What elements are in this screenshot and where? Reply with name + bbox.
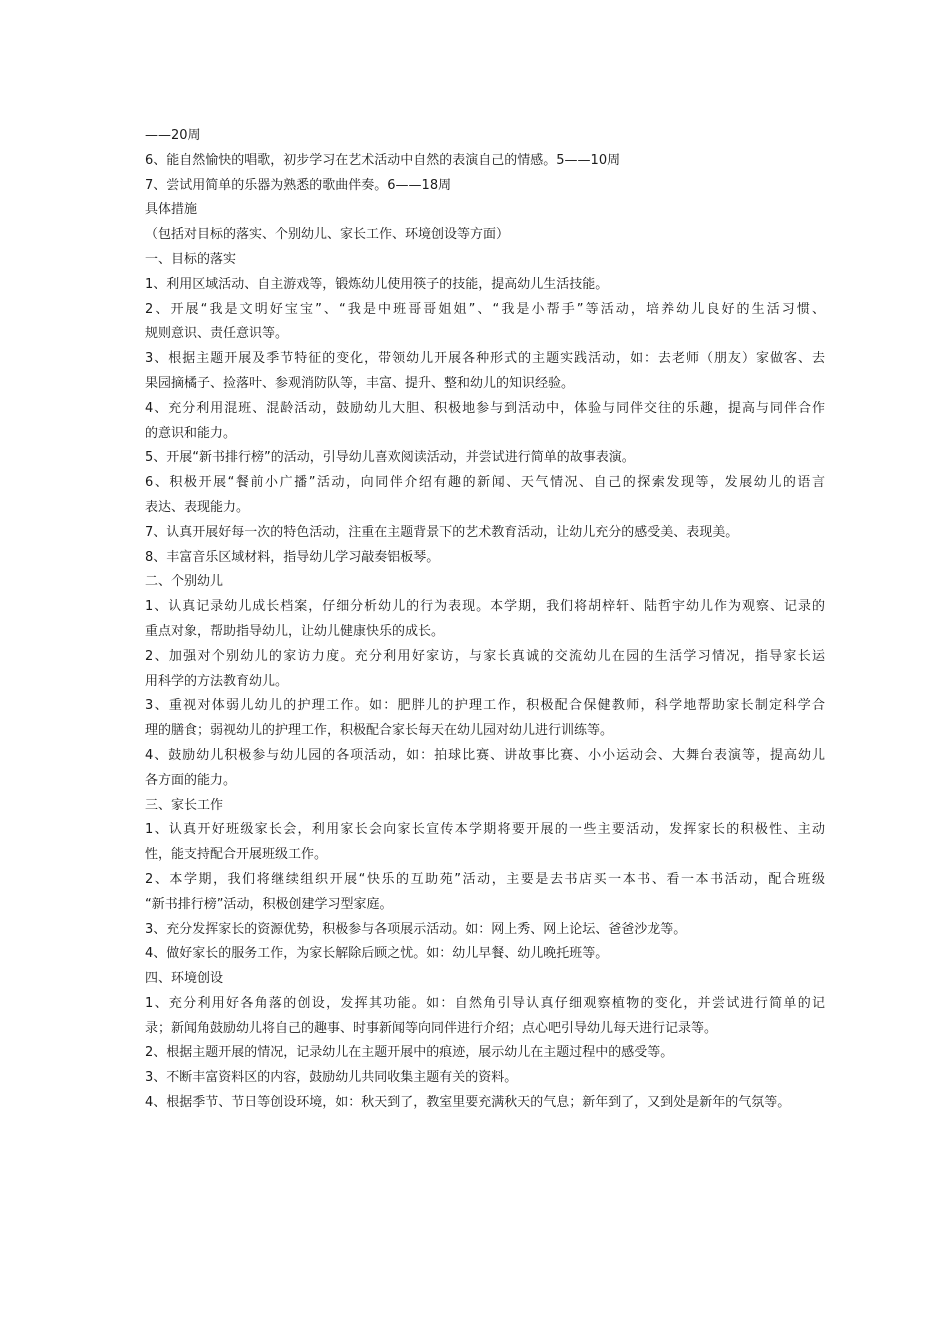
text-line: 性，能支持配合开展班级工作。 <box>145 847 328 863</box>
text-line: 1、充分利用好各角落的创设，发挥其功能。如：自然角引导认真仔细观察植物的变化，并尝试进行简单的记 <box>145 995 825 1011</box>
text-line: （包括对目标的落实、个别幼儿、家长工作、环境创设等方面） <box>145 227 510 243</box>
text-line: 表达、表现能力。 <box>145 499 250 515</box>
text-line: “新书排行榜”活动，积极创建学习型家庭。 <box>145 896 393 912</box>
text-line: 理的膳食；弱视幼儿的护理工作，积极配合家长每天在幼儿园对幼儿进行训练等。 <box>145 723 614 739</box>
text-line: 1、认真开好班级家长会，利用家长会向家长宣传本学期将要开展的一些主要活动，发挥家长的积极性、主动 <box>145 822 825 838</box>
text-line: 1、认真记录幼儿成长档案，仔细分析幼儿的行为表现。本学期，我们将胡梓轩、陆哲宇幼儿作为观察、记录的 <box>145 599 825 615</box>
text-line: 2、开展“我是文明好宝宝”、“我是中班哥哥姐姐”、“我是小帮手”等活动，培养幼儿良好的生活习惯、 <box>145 301 825 317</box>
text-line: 3、重视对体弱儿幼儿的护理工作。如：肥胖儿的护理工作，积极配合保健教师，科学地帮助家长制定科学合 <box>145 698 825 714</box>
section-heading: 一、目标的落实 <box>145 251 237 267</box>
text-line: 各方面的能力。 <box>145 772 237 788</box>
text-line: 3、充分发挥家长的资源优势，积极参与各项展示活动。如：网上秀、网上论坛、爸爸沙龙等。 <box>145 921 687 937</box>
text-line: 3、不断丰富资料区的内容，鼓励幼儿共同收集主题有关的资料。 <box>145 1070 518 1086</box>
text-line: 4、做好家长的服务工作，为家长解除后顾之忧。如：幼儿早餐、幼儿晚托班等。 <box>145 946 609 962</box>
text-line: ——20周 <box>145 128 201 143</box>
text-line: 6、能自然愉快的唱歌，初步学习在艺术活动中自然的表演自己的情感。5——10周 <box>145 152 621 168</box>
document-body <box>145 124 825 1116</box>
text-line: 8、丰富音乐区域材料，指导幼儿学习敲奏铝板琴。 <box>145 549 440 565</box>
section-heading: 四、环境创设 <box>145 971 224 987</box>
section-heading: 三、家长工作 <box>145 797 224 813</box>
text-line: 1、利用区域活动、自主游戏等，锻炼幼儿使用筷子的技能，提高幼儿生活技能。 <box>145 276 609 292</box>
text-line: 4、充分利用混班、混龄活动，鼓励幼儿大胆、积极地参与到活动中，体验与同伴交往的乐趣，提高与同伴合作 <box>145 400 825 416</box>
text-line: 规则意识、责任意识等。 <box>145 326 289 342</box>
text-line: 录；新闻角鼓励幼儿将自己的趣事、时事新闻等向同伴进行介绍；点心吧引导幼儿每天进行记录等。 <box>145 1020 718 1036</box>
section-heading: 具体措施 <box>145 202 198 218</box>
text-line: 7、认真开展好每一次的特色活动，注重在主题背景下的艺术教育活动，让幼儿充分的感受美、表现美。 <box>145 524 739 540</box>
text-line: 用科学的方法教育幼儿。 <box>145 673 289 689</box>
text-line: 2、加强对个别幼儿的家访力度。充分利用好家访，与家长真诚的交流幼儿在园的生活学习情况，指导家长运 <box>145 648 825 664</box>
text-line: 2、根据主题开展的情况，记录幼儿在主题开展中的痕迹，展示幼儿在主题过程中的感受等。 <box>145 1045 674 1061</box>
text-line: 果园摘橘子、捡落叶、参观消防队等，丰富、提升、整和幼儿的知识经验。 <box>145 375 575 391</box>
text-line: 4、鼓励幼儿积极参与幼儿园的各项活动，如：拍球比赛、讲故事比赛、小小运动会、大舞台表演等，提高幼儿 <box>145 747 825 763</box>
section-heading: 二、个别幼儿 <box>145 574 224 590</box>
text-line: 4、根据季节、节日等创设环境，如：秋天到了，教室里要充满秋天的气息；新年到了，又到处是新年的气氛等。 <box>145 1095 791 1111</box>
text-line: 5、开展“新书排行榜”的活动，引导幼儿喜欢阅读活动，并尝试进行简单的故事表演。 <box>145 450 635 466</box>
text-line: 7、尝试用简单的乐器为熟悉的歌曲伴奏。6——18周 <box>145 177 452 193</box>
text-line: 3、根据主题开展及季节特征的变化，带领幼儿开展各种形式的主题实践活动，如：去老师（朋友）家做客、去 <box>145 351 825 367</box>
text-line: 重点对象，帮助指导幼儿，让幼儿健康快乐的成长。 <box>145 623 445 639</box>
text-line: 的意识和能力。 <box>145 425 237 441</box>
text-line: 2、本学期，我们将继续组织开展“快乐的互助苑”活动，主要是去书店买一本书、看一本书活动，配合班级 <box>145 871 825 887</box>
text-line: 6、积极开展“餐前小广播”活动，向同伴介绍有趣的新闻、天气情况、自己的探索发现等，发展幼儿的语言 <box>145 475 825 491</box>
